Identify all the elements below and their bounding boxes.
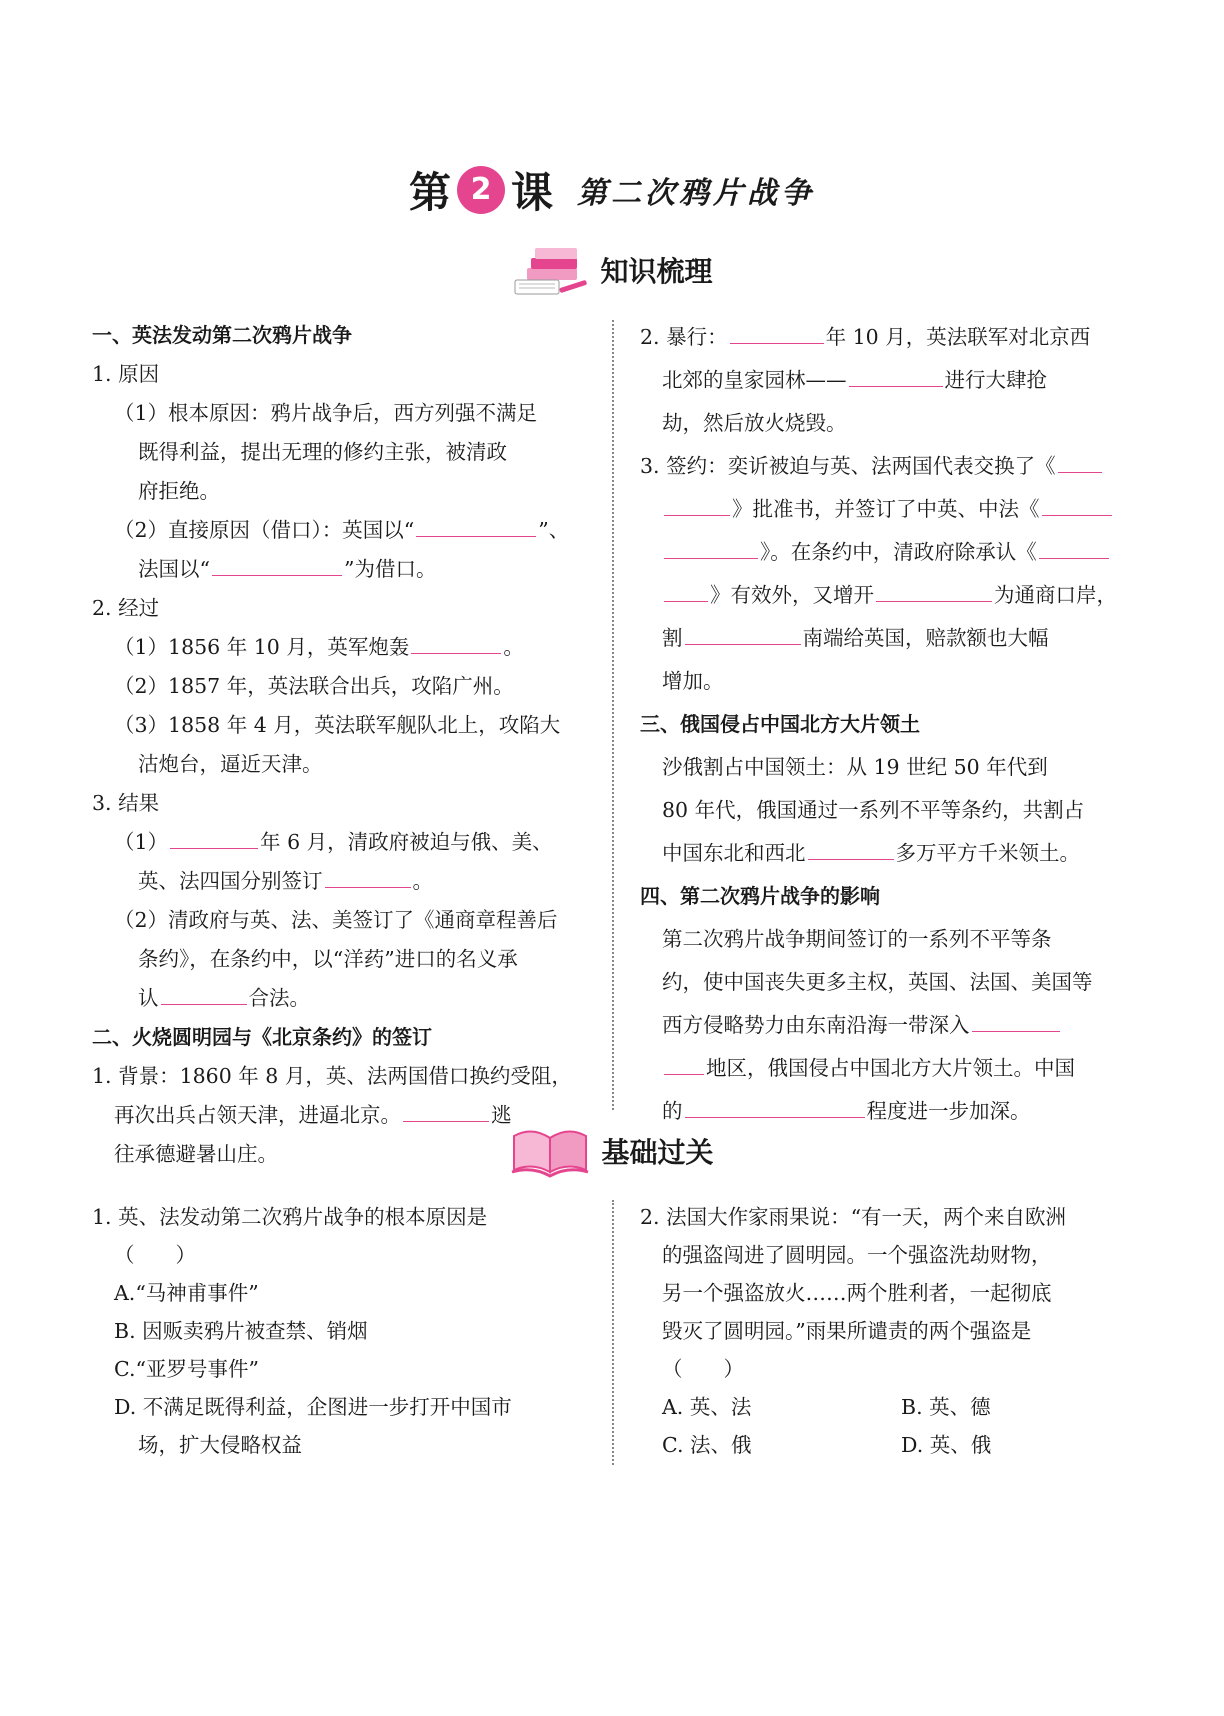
russia-1: 沙俄割占中国领土：从 19 世纪 50 年代到 xyxy=(662,755,1048,779)
treaty-a: 3. 签约：奕䜣被迫与英、法两国代表交换了《 xyxy=(640,445,1140,488)
q1-option-d-cont: 场，扩大侵略权益 xyxy=(138,1433,302,1457)
impact-1: 第二次鸦片战争期间签订的一系列不平等条 xyxy=(662,927,1052,951)
russia-3: 中国东北和西北 多万平方千米领土。 xyxy=(640,832,1140,875)
lesson-name: 第二次鸦片战争 xyxy=(577,176,816,211)
process-3a: （3）1858 年 4 月，英法联军舰队北上，攻陷大 xyxy=(114,713,561,737)
fill-blank[interactable] xyxy=(685,620,801,645)
cause-root-b: 既得利益，提出无理的修约主张，被清政 xyxy=(138,440,507,464)
item-process: 2. 经过 xyxy=(92,596,160,620)
fill-blank[interactable] xyxy=(1039,534,1109,559)
q2-option-d[interactable]: D. 英、俄 xyxy=(901,1433,992,1457)
books-icon xyxy=(511,240,589,300)
fill-blank[interactable] xyxy=(170,824,258,849)
cause-root-a: （1）根本原因：鸦片战争后，西方列强不满足 xyxy=(114,401,538,425)
cause-root-c: 府拒绝。 xyxy=(138,479,220,503)
q2-options-row-1 xyxy=(640,1388,1140,1426)
title-prefix: 第 xyxy=(408,168,451,217)
question-2 xyxy=(640,1198,1140,1464)
cause-direct-b: 法国以“ ”为借口。 xyxy=(92,550,592,589)
lesson-title xyxy=(0,160,1224,220)
fill-blank[interactable] xyxy=(808,835,894,860)
fill-blank[interactable] xyxy=(664,491,730,516)
atrocity-c: 劫，然后放火烧毁。 xyxy=(662,411,847,435)
q2-option-b[interactable]: B. 英、德 xyxy=(901,1395,991,1419)
treaty-e: 割 南端给英国，赔款额也大幅 xyxy=(640,617,1140,660)
heading-2: 二、火烧圆明园与《北京条约》的签订 xyxy=(92,1025,432,1049)
treaty-b: 》批准书，并签订了中英、中法《 xyxy=(640,488,1140,531)
fill-blank[interactable] xyxy=(411,629,501,654)
section-header-basics xyxy=(0,1122,1224,1180)
fill-blank[interactable] xyxy=(685,1093,865,1118)
right-column xyxy=(640,316,1140,1133)
impact-4: 地区，俄国侵占中国北方大片领土。中国 xyxy=(640,1047,1140,1090)
process-3b: 沽炮台，逼近天津。 xyxy=(138,752,323,776)
q2-answer-bracket[interactable]: （ ） xyxy=(662,1357,744,1381)
impact-5: 的 程度进一步加深。 xyxy=(640,1090,1140,1133)
section-title-basics: 基础过关 xyxy=(601,1136,714,1169)
background-b: 再次出兵占领天津，进逼北京。 逃 xyxy=(92,1096,592,1135)
fill-blank[interactable] xyxy=(876,577,992,602)
fill-blank[interactable] xyxy=(664,577,708,602)
fill-blank[interactable] xyxy=(664,534,758,559)
russia-2: 80 年代，俄国通过一系列不平等条约，共割占 xyxy=(662,798,1085,822)
process-2: （2）1857 年，英法联合出兵，攻陷广州。 xyxy=(114,674,514,698)
fill-blank[interactable] xyxy=(416,512,536,537)
heading-4: 四、第二次鸦片战争的影响 xyxy=(640,884,880,908)
result-1a: （1） 年 6 月，清政府被迫与俄、美、 xyxy=(92,823,592,862)
lesson-number-badge: 2 xyxy=(457,166,505,214)
fill-blank[interactable] xyxy=(730,319,824,344)
result-2b: 条约》，在条约中，以“洋药”进口的名义承 xyxy=(138,947,518,971)
q2-stem-1: 2. 法国大作家雨果说：“有一天，两个来自欧洲 xyxy=(640,1205,1067,1229)
fill-blank[interactable] xyxy=(664,1050,704,1075)
treaty-f: 增加。 xyxy=(662,669,724,693)
fill-blank[interactable] xyxy=(972,1007,1060,1032)
q1-option-c[interactable]: C.“亚罗号事件” xyxy=(114,1357,259,1381)
process-1: （1）1856 年 10 月，英军炮轰 。 xyxy=(92,628,592,667)
q1-option-a[interactable]: A.“马神甫事件” xyxy=(114,1281,259,1305)
fill-blank[interactable] xyxy=(403,1097,489,1122)
atrocity-b: 北郊的皇家园林—— 进行大肆抢 xyxy=(640,359,1140,402)
q2-option-c[interactable]: C. 法、俄 xyxy=(662,1433,752,1457)
fill-blank[interactable] xyxy=(325,863,411,888)
section-header-knowledge xyxy=(0,240,1224,300)
q1-answer-bracket[interactable]: （ ） xyxy=(114,1243,196,1267)
q2-options-row-2 xyxy=(640,1426,1140,1464)
left-column xyxy=(92,316,592,1174)
result-2a: （2）清政府与英、法、美签订了《通商章程善后 xyxy=(114,908,558,932)
background-c: 往承德避暑山庄。 xyxy=(114,1142,278,1166)
cause-direct-a: （2）直接原因（借口）：英国以“ ”、 xyxy=(92,511,592,550)
q1-option-d[interactable]: D. 不满足既得利益，企图进一步打开中国市 xyxy=(114,1395,512,1419)
q2-stem-2: 的强盗闯进了圆明园。一个强盗洗劫财物， xyxy=(662,1243,1052,1267)
fill-blank[interactable] xyxy=(212,551,342,576)
atrocity-a: 2. 暴行： 年 10 月，英法联军对北京西 xyxy=(640,316,1140,359)
open-book-icon xyxy=(510,1122,590,1180)
q1-stem: 1. 英、法发动第二次鸦片战争的根本原因是 xyxy=(92,1205,488,1229)
fill-blank[interactable] xyxy=(1042,491,1112,516)
fill-blank[interactable] xyxy=(849,362,943,387)
q2-stem-3: 另一个强盗放火……两个胜利者，一起彻底 xyxy=(662,1281,1052,1305)
result-1b: 英、法四国分别签订 。 xyxy=(92,862,592,901)
q2-option-a[interactable]: A. 英、法 xyxy=(662,1395,752,1419)
impact-2: 约，使中国丧失更多主权，英国、法国、美国等 xyxy=(662,970,1093,994)
fill-blank[interactable] xyxy=(161,980,247,1005)
heading-3: 三、俄国侵占中国北方大片领土 xyxy=(640,712,920,736)
section-title-knowledge: 知识梳理 xyxy=(600,255,713,288)
q1-option-b[interactable]: B. 因贩卖鸦片被查禁、销烟 xyxy=(114,1319,368,1343)
item-cause: 1. 原因 xyxy=(92,362,160,386)
q2-stem-4: 毁灭了圆明园。”雨果所谴责的两个强盗是 xyxy=(662,1319,1032,1343)
heading-1: 一、英法发动第二次鸦片战争 xyxy=(92,323,352,347)
background-a: 1. 背景：1860 年 8 月，英、法两国借口换约受阻， xyxy=(92,1064,572,1088)
question-1 xyxy=(92,1198,592,1464)
column-divider xyxy=(612,320,614,1110)
result-2c: 认 合法。 xyxy=(92,979,592,1018)
title-suffix: 课 xyxy=(511,168,554,217)
treaty-d: 》有效外，又增开 为通商口岸， xyxy=(640,574,1140,617)
treaty-c: 》。在条约中，清政府除承认《 xyxy=(640,531,1140,574)
item-result: 3. 结果 xyxy=(92,791,160,815)
fill-blank[interactable] xyxy=(1058,448,1102,473)
impact-3: 西方侵略势力由东南沿海一带深入 xyxy=(640,1004,1140,1047)
column-divider-bottom xyxy=(612,1200,614,1465)
